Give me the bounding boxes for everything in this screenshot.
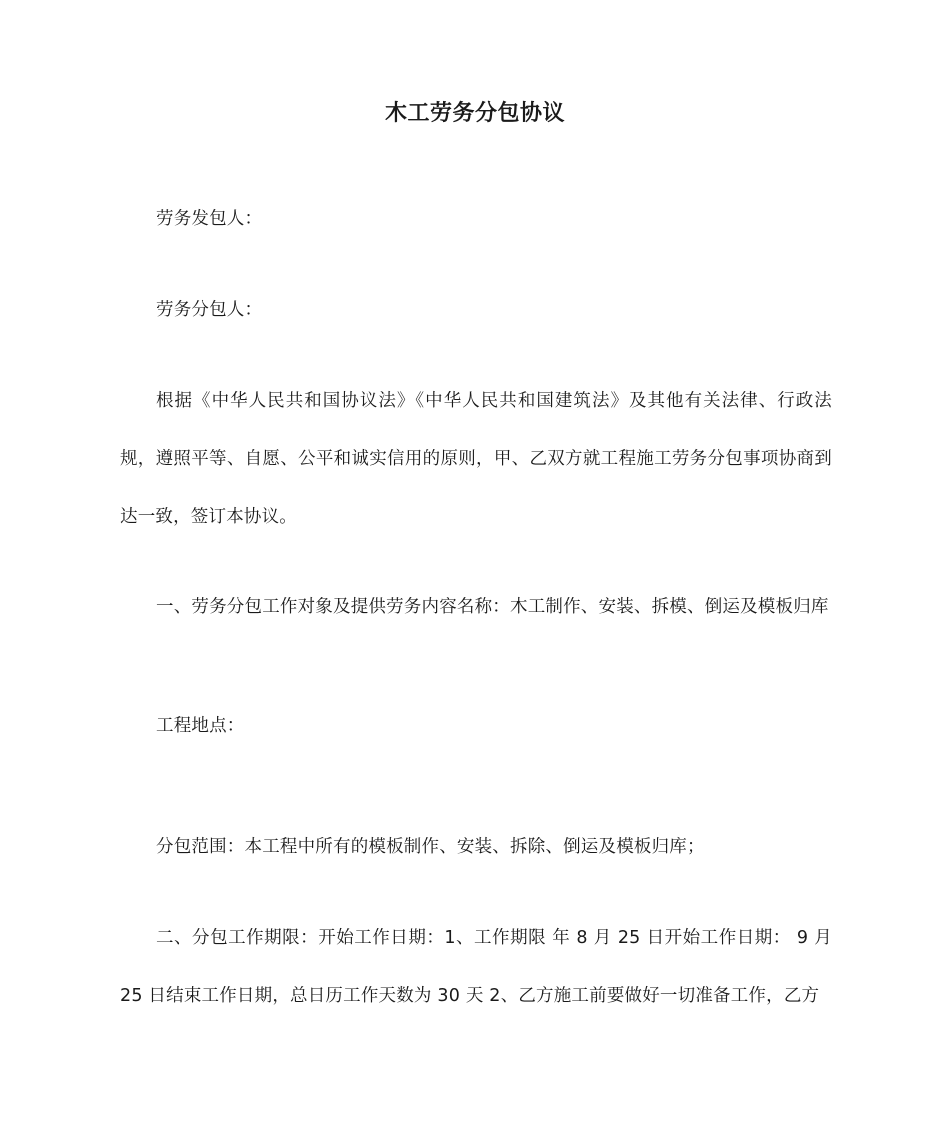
project-location-line: 工程地点： [156,716,245,736]
preamble-paragraph: 根据《中华人民共和国协议法》《中华人民共和国建筑法》及其他有关法律、行政法规，遵照平等、自愿、公平和诚实信用的原则，甲、乙双方就工程施工劳务分包事项协商到达一致，签订本协议。 [120,391,832,527]
section-two-paragraph: 二、分包工作期限：开始工作日期：1、工作期限 年 8 月 25 日开始工作日期： 9 月 25 日结束工作日期，总日历工作天数为 30 天 2、乙方施工前要做好一切准备工作，乙方 [120,928,832,1006]
document-title: 木工劳务分包协议 [384,101,565,126]
scope-paragraph: 分包范围：本工程中所有的模板制作、安装、拆除、倒运及模板归库； [156,837,705,857]
labor-contractor-line: 劳务发包人： [156,209,263,229]
labor-subcontractor-line: 劳务分包人： [156,300,263,320]
section-one-paragraph: 一、劳务分包工作对象及提供劳务内容名称：木工制作、安装、拆模、倒运及模板归库 [156,597,829,617]
